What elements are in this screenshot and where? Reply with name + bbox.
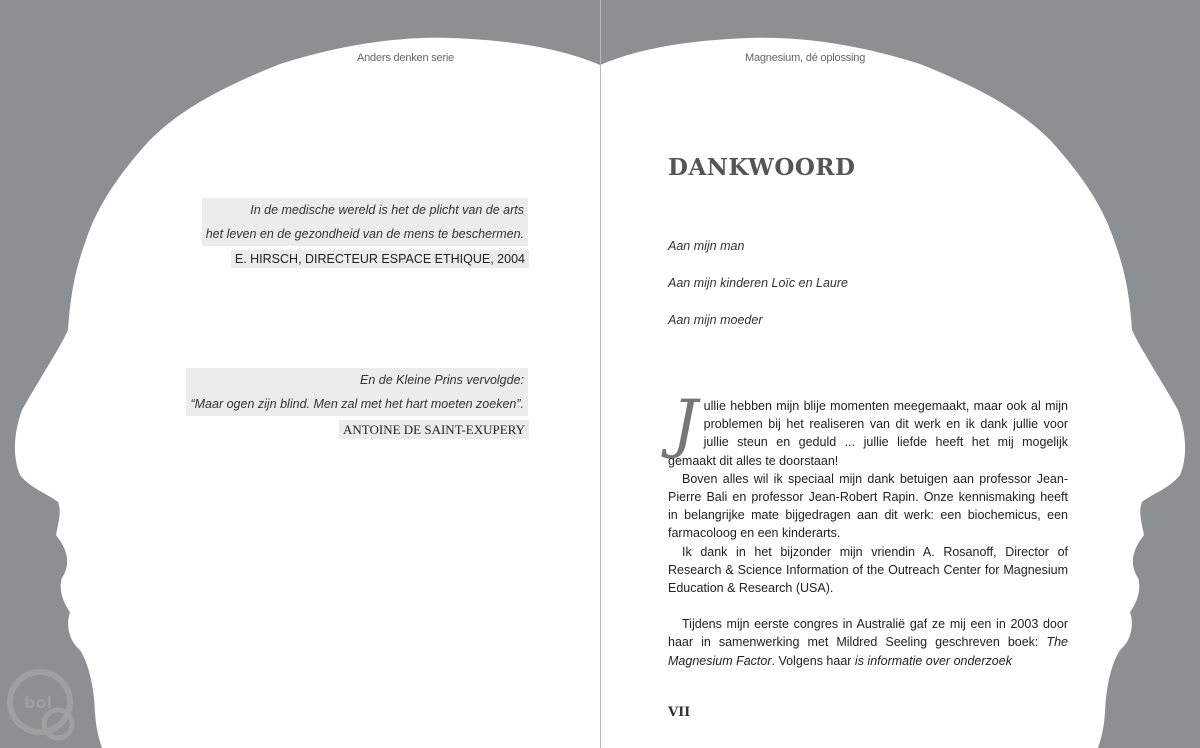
quote-attribution <box>231 252 529 266</box>
drop-cap: J <box>672 387 698 461</box>
quote-medical <box>202 198 528 246</box>
logo-lettering: bol <box>24 693 52 712</box>
attribution-text: ANTOINE DE SAINT-EXUPERY <box>339 420 529 439</box>
quote-attribution <box>339 422 529 438</box>
paragraph: Ik dank in het bijzonder mijn vriendin A. Rosanoff, Director of Research & Science Information of the Outreach Center for Magnesium Education & Research (USA). <box>668 544 1068 596</box>
quote-line: het leven en de gezondheid van de mens te beschermen. <box>202 222 528 246</box>
acknowledgements-body <box>668 387 1068 670</box>
paragraph-text: ullie hebben mijn blije momenten meegemaakt, maar ook al mijn problemen bij het realiseren van dit werk en ik dank jullie voor jullie steun en geduld ... jullie liefde heeft het mij mogelijk gemaakt dit alles te doorstaan! <box>668 399 1068 468</box>
quote-little-prince <box>186 368 528 416</box>
paragraph-text: Tijdens mijn eerste congres in Australië gaf ze mij een in 2003 door haar in samenwerking met Mildred Seeling geschreven boek: <box>668 617 1068 650</box>
running-header-right: Magnesium, dé oplossing <box>745 52 866 64</box>
paragraph: Boven alles wil ik speciaal mijn dank betuigen aan professor Jean-Pierre Bali en professor Jean-Robert Rapin. Onze kennismaking heeft in belangrijke mate bijgedragen aan dit werk: een biochemicus, een farmacoloog en een kinderarts. <box>668 471 1068 541</box>
dedication-line: Aan mijn kinderen Loïc en Laure <box>668 276 848 290</box>
quote-line: En de Kleine Prins vervolgde: <box>186 368 528 392</box>
paragraph <box>668 615 1068 670</box>
running-header-left: Anders denken serie <box>357 52 455 64</box>
dedication-line: Aan mijn man <box>668 239 745 253</box>
paragraph <box>668 387 1068 470</box>
paragraph-text: . Volgens haar <box>771 653 855 668</box>
bol-com-watermark-logo <box>0 654 86 748</box>
attribution-text: E. HIRSCH, DIRECTEUR ESPACE ETHIQUE, 2004 <box>231 250 529 268</box>
page-number: VII <box>668 705 691 720</box>
quote-line: In de medische wereld is het de plicht van de arts <box>202 198 528 222</box>
paragraph-italic: is informatie over onderzoek <box>854 653 1012 668</box>
book-gutter <box>600 0 601 748</box>
chapter-title: DANKWOORD <box>668 154 856 181</box>
book-title: The Magnesium Factor <box>668 635 1068 668</box>
quote-line: “Maar ogen zijn blind. Men zal met het hart moeten zoeken”. <box>186 392 528 416</box>
dedication-line: Aan mijn moeder <box>668 313 763 327</box>
